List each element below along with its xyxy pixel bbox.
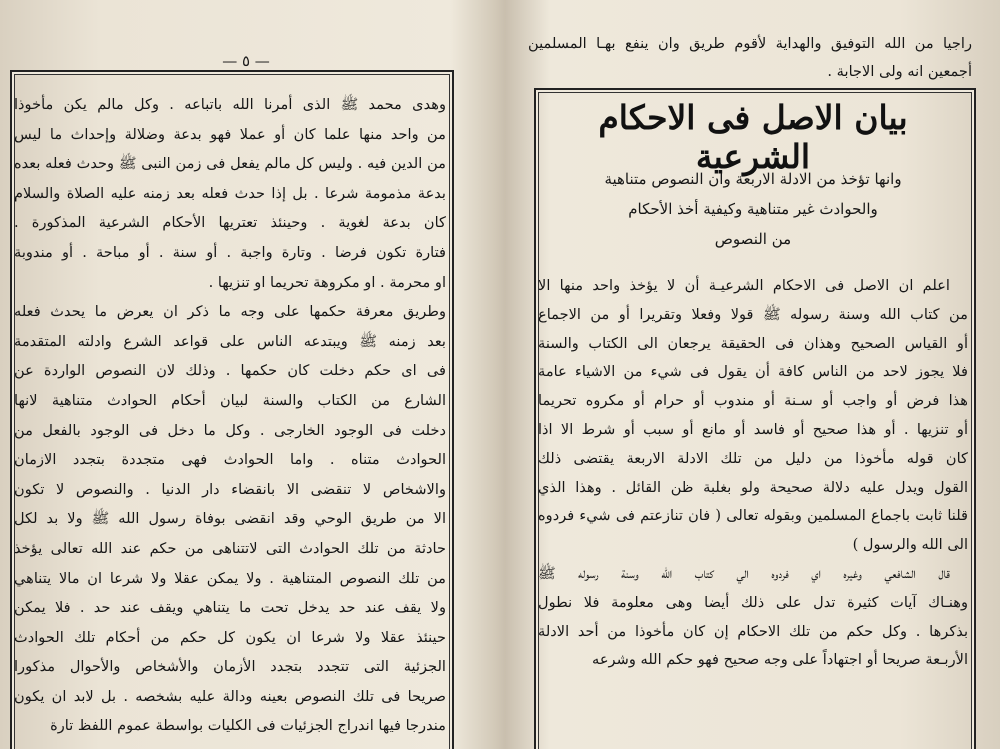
text-line: فى اى حكم دخلت كان حكمها . وذلك لان النصوص الواردة عن bbox=[14, 362, 446, 380]
text-line: اعلم ان الاصل فى الاحكام الشرعيـة أن لا يؤخذ واحد منها الا bbox=[538, 277, 950, 294]
text-line: بذكرها . وكل حكم من تلك الاحكام إن كان مأخوذا من أحد الادلة bbox=[538, 622, 968, 640]
text-line: قلنا ثابت باجماع المسلمين وبقوله تعالى ( فان تنازعتم فى شيء فردوه bbox=[538, 507, 968, 525]
text-line: وطريق معرفة حكمها على وجه ما ذكر ان يعرض ما يحدث فعله bbox=[14, 303, 446, 321]
text-line: هذا فرض أو واجب أو سـنة أو مندوب أو حرام أو مكروه تحريما bbox=[538, 392, 968, 410]
text-line: صريحا فى تلك النصوص بعينه ودالة عليه بشخصه . بل لابد ان يكون bbox=[14, 687, 446, 705]
text-line: الحوادث متناه . واما الحوادث فهى متجددة بتجدد الازمان bbox=[14, 451, 446, 469]
left-page bbox=[0, 0, 492, 749]
text-line: الشارع من الكتاب والسنة لبيان أحكام الحوادث متناهية لانها bbox=[14, 391, 446, 409]
text-line: مندرجا فيها اندراج الجزئيات فى الكليات بواسطة عموم اللفظ تارة bbox=[50, 717, 446, 735]
text-line: كان قوله مأخوذا من دليل من تلك الادلة الاربعة يقتضى ذلك bbox=[538, 449, 968, 467]
text-line: راجيا من الله التوفيق والهداية لأقوم طريق وان ينفع بهـا المسلمين bbox=[528, 35, 972, 52]
section-subtitle bbox=[538, 164, 968, 254]
text-line: فتارة تكون فرضا . وتارة واجبة . أو سنة . أو مباحة . أو مندوبة bbox=[14, 243, 446, 261]
text-line: والاشخاص لا تنقضى الا بانقضاء دار الدنيا . والنصوص لا تكون bbox=[14, 480, 446, 498]
text-line: بدعة مذمومة شرعا . بل إذا حدث فعله بعد زمنه عليه الصلاة والسلام bbox=[14, 184, 446, 202]
text-line: حينئذ عقلا ولا شرعا ان يكون كل حكم من أحكام تلك الحوادث bbox=[14, 628, 446, 646]
text-line: بعد زمنه ﷺ ويبتدعه الناس على قواعد الشرع وادلته المتقدمة bbox=[14, 332, 446, 350]
text-line: من الدين فيه . وليس كل مالم يفعل فى زمن النبى ﷺ وحدث فعله بعده bbox=[14, 155, 446, 173]
text-line: حادثة من تلك الحوادث التى لاتتناهى من حكم عند الله تعالى يؤخذ bbox=[14, 539, 446, 557]
text-line: من تلك النصوص المتناهية . ولا يمكن عقلا ولا شرعا ان مالا يتناهي bbox=[14, 569, 446, 587]
text-line: أجمعين انه ولى الاجابة . bbox=[827, 63, 972, 80]
page-number: — ٥ — bbox=[222, 52, 270, 70]
text-line: دخلت فى الوجود الخارجى . وكل ما دخل فى الوجود بالفعل من bbox=[14, 421, 446, 439]
text-line: الجزئية التى تتجدد بتجدد الأزمان والأشخاص والأحوال مذكورا bbox=[14, 658, 446, 676]
right-page-body-text bbox=[538, 272, 968, 675]
text-line: الى الله والرسول ) bbox=[852, 536, 968, 554]
text-line: ولا يقف عند حد يدخل تحت ما يتناهي ويقف عند حد . فلا يمكن bbox=[14, 599, 446, 617]
text-line: قال الشافعي وغيره اي فردوه الي كتاب الله وسنة رسوله ﷺ bbox=[538, 564, 950, 582]
right-page-intro-text bbox=[528, 30, 972, 86]
text-line: او محرمة . او مكروهة تحريما او تنزيها . bbox=[208, 273, 446, 291]
text-line: وانها تؤخذ من الادلة الاربعة وان النصوص متناهية bbox=[604, 170, 902, 188]
text-line: الا من طريق الوحي وقد انقضى بوفاة رسول الله ﷺ ولا بد لكل bbox=[14, 510, 446, 528]
text-line: كان بدعة لغوية . وحينئذ تعتريها الأحكام الشرعية المذكورة . bbox=[14, 214, 446, 232]
text-line: أو القياس الصحيح وهذان فى الحقيقة يرجعان الى الكتاب والسنة bbox=[538, 334, 968, 352]
text-line: القول ويدل عليه دلالة صحيحة ولو بغلبة ظن القائل . وهذا الذي bbox=[538, 478, 968, 496]
text-line: من كتاب الله وسنة رسوله ﷺ قولا وفعلا وتقريرا أو من الاجماع bbox=[538, 305, 968, 323]
text-line: الأربـعة صريحا أو اجتهاداً على وجه صحيح فهو حكم الله وشرعه bbox=[592, 651, 968, 669]
text-line: أو تنزيها . أو هذا صحيح أو فاسد أو مانع أو سبب أو شرط الا اذا bbox=[538, 420, 968, 438]
text-line: والحوادث غير متناهية وكيفية أخذ الأحكام bbox=[628, 200, 878, 218]
text-line: من واحد منها علما كان أو عملا فهو بدعة وضلالة وإحداث ما ليس bbox=[14, 125, 446, 143]
text-line: وهدى محمد ﷺ الذى أمرنا الله باتباعه . وكل مالم يكن مأخوذا bbox=[14, 96, 446, 113]
text-line: فلا يجوز لاحد من الناس كافة أن يقول فى شيء من الاشياء عامة bbox=[538, 363, 968, 381]
text-line: وهنـاك آيات كثيرة تدل على ذلك أيضا وهى معلومة فلا نطول bbox=[538, 593, 968, 611]
section-title: بيان الاصل فى الاحكام الشرعية bbox=[598, 98, 908, 176]
right-page bbox=[508, 0, 1000, 749]
left-page-text bbox=[14, 90, 446, 741]
text-line: من النصوص bbox=[714, 230, 792, 248]
